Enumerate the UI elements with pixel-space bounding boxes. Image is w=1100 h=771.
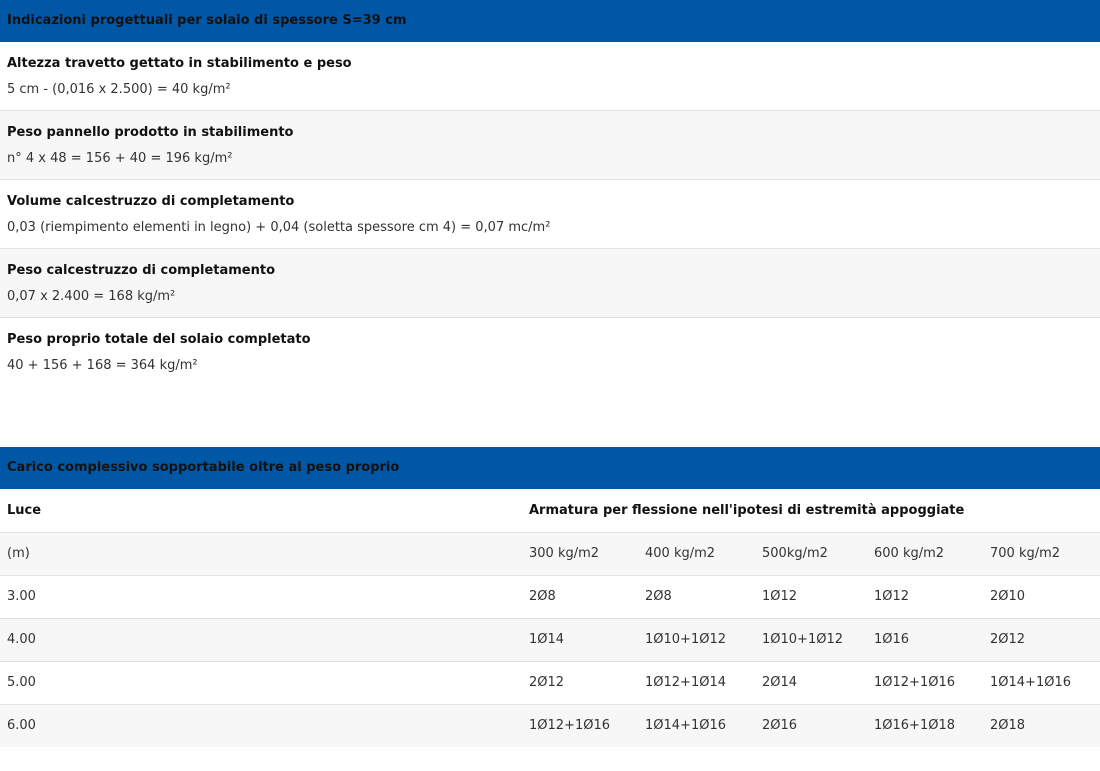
rebar-cell: 1Ø14+1Ø16 bbox=[983, 661, 1100, 704]
rebar-cell: 1Ø14+1Ø16 bbox=[638, 704, 755, 747]
rebar-cell: 2Ø8 bbox=[522, 575, 638, 618]
rebar-cell: 1Ø12 bbox=[755, 575, 867, 618]
span-cell: 6.00 bbox=[0, 704, 522, 747]
rebar-cell: 1Ø16+1Ø18 bbox=[867, 704, 983, 747]
rebar-cell: 1Ø16 bbox=[867, 618, 983, 661]
load-header-cell: 700 kg/m2 bbox=[983, 532, 1100, 575]
rebar-cell: 1Ø12+1Ø16 bbox=[867, 661, 983, 704]
table-subheader-row bbox=[0, 532, 1100, 575]
rebar-cell: 2Ø16 bbox=[755, 704, 867, 747]
load-capacity-table bbox=[0, 489, 1100, 747]
table-row bbox=[0, 618, 1100, 661]
table-header-row bbox=[0, 489, 1100, 532]
load-header-cell: 500kg/m2 bbox=[755, 532, 867, 575]
spec-label: Volume calcestruzzo di completamento bbox=[7, 194, 295, 209]
spec-item-beam-height bbox=[0, 42, 1100, 111]
rebar-cell: 2Ø8 bbox=[638, 575, 755, 618]
spec-value: n° 4 x 48 = 156 + 40 = 196 kg/m² bbox=[7, 151, 233, 166]
spec-item-panel-weight bbox=[0, 111, 1100, 180]
rebar-cell: 1Ø14 bbox=[522, 618, 638, 661]
rebar-cell: 2Ø12 bbox=[522, 661, 638, 704]
load-header-cell: 400 kg/m2 bbox=[638, 532, 755, 575]
span-cell: 5.00 bbox=[0, 661, 522, 704]
span-cell: 3.00 bbox=[0, 575, 522, 618]
load-header-cell: 300 kg/m2 bbox=[522, 532, 638, 575]
spec-value: 0,03 (riempimento elementi in legno) + 0,04 (soletta spessore cm 4) = 0,07 mc/m² bbox=[7, 220, 551, 235]
rebar-cell: 2Ø10 bbox=[983, 575, 1100, 618]
spec-item-total-weight bbox=[0, 318, 1100, 387]
span-cell: 4.00 bbox=[0, 618, 522, 661]
table-row bbox=[0, 704, 1100, 747]
rebar-cell: 2Ø12 bbox=[983, 618, 1100, 661]
load-header-cell: 600 kg/m2 bbox=[867, 532, 983, 575]
table-row bbox=[0, 575, 1100, 618]
spec-label: Peso pannello prodotto in stabilimento bbox=[7, 125, 294, 140]
rebar-cell: 2Ø14 bbox=[755, 661, 867, 704]
rebar-cell: 2Ø18 bbox=[983, 704, 1100, 747]
spec-item-concrete-volume bbox=[0, 180, 1100, 249]
rebar-cell: 1Ø10+1Ø12 bbox=[638, 618, 755, 661]
column-header-luce: Luce bbox=[0, 489, 522, 532]
spec-label: Peso proprio totale del solaio completato bbox=[7, 332, 311, 347]
section-header-load-capacity: Carico complessivo sopportabile oltre al peso proprio bbox=[0, 447, 1100, 489]
rebar-cell: 1Ø12+1Ø14 bbox=[638, 661, 755, 704]
rebar-cell: 1Ø12+1Ø16 bbox=[522, 704, 638, 747]
spec-label: Altezza travetto gettato in stabilimento e peso bbox=[7, 56, 352, 71]
spec-label: Peso calcestruzzo di completamento bbox=[7, 263, 276, 278]
rebar-cell: 1Ø10+1Ø12 bbox=[755, 618, 867, 661]
section-header-design-specs: Indicazioni progettuali per solaio di spessore S=39 cm bbox=[0, 0, 1100, 42]
spec-value: 5 cm - (0,016 x 2.500) = 40 kg/m² bbox=[7, 82, 231, 97]
table-row bbox=[0, 661, 1100, 704]
spec-value: 0,07 x 2.400 = 168 kg/m² bbox=[7, 289, 176, 304]
column-header-armatura: Armatura per flessione nell'ipotesi di estremità appoggiate bbox=[522, 489, 1100, 532]
unit-cell: (m) bbox=[0, 532, 522, 575]
spec-value: 40 + 156 + 168 = 364 kg/m² bbox=[7, 358, 198, 373]
spec-item-concrete-weight bbox=[0, 249, 1100, 318]
rebar-cell: 1Ø12 bbox=[867, 575, 983, 618]
